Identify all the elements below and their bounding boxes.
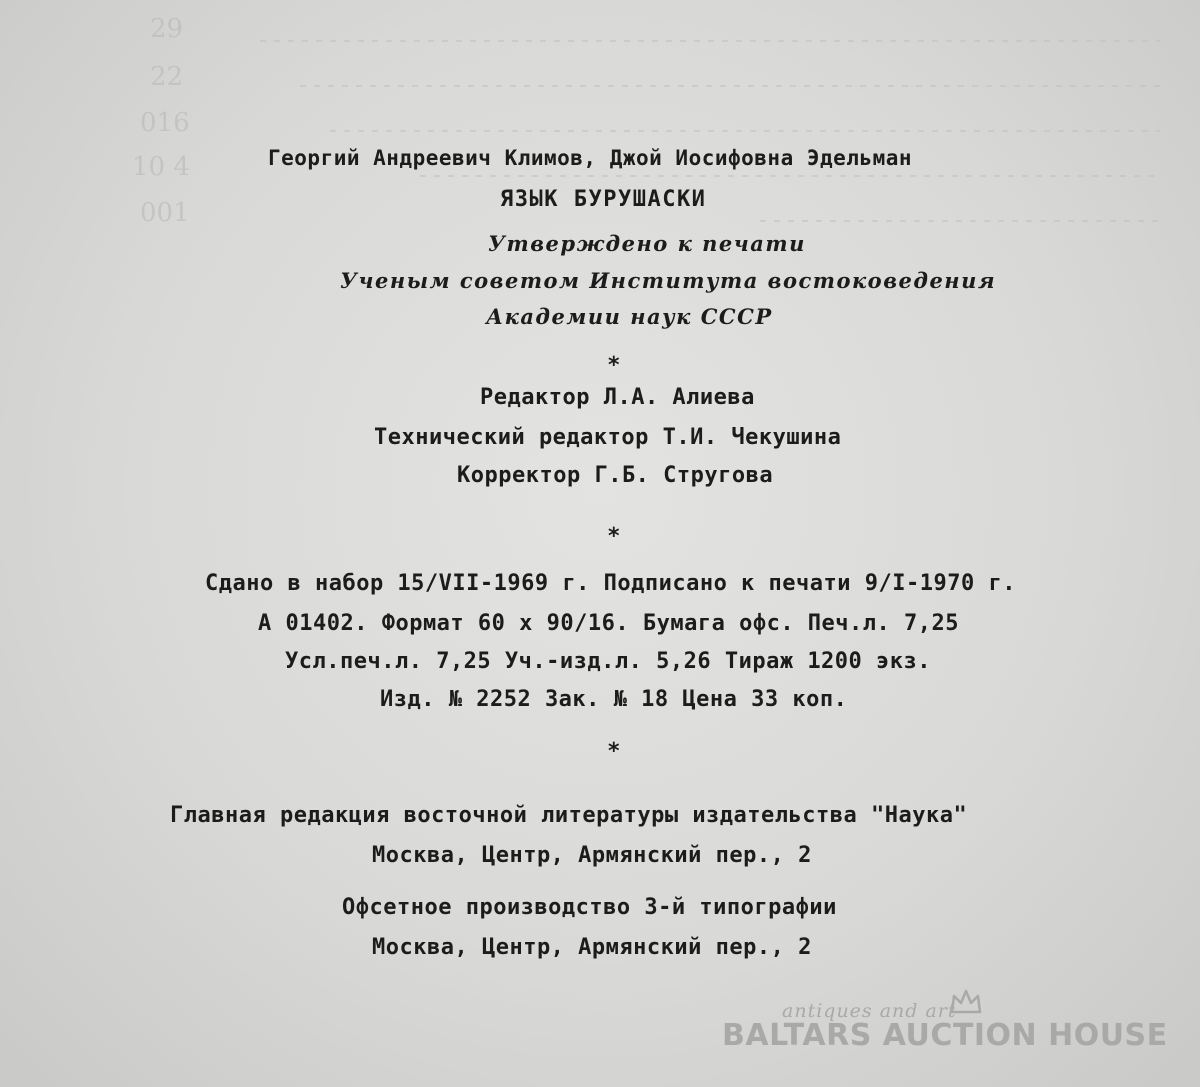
ghost-line — [760, 220, 1160, 222]
printer-address: Москва, Центр, Армянский пер., 2 — [372, 935, 812, 960]
separator-star: * — [608, 739, 620, 764]
separator-star: * — [608, 353, 620, 378]
ghost-text: 22 — [150, 62, 184, 92]
ghost-text: 016 — [140, 108, 190, 138]
approval-line: Академии наук СССР — [486, 304, 773, 329]
printer-line: Офсетное производство 3-й типографии — [342, 895, 837, 920]
watermark — [722, 1000, 1168, 1060]
approval-line: Ученым советом Института востоковедения — [340, 268, 997, 293]
watermark-brand: BALTARS AUCTION HOUSE — [722, 1018, 1168, 1053]
editor: Редактор Л.А. Алиева — [480, 385, 755, 410]
ghost-line — [260, 40, 1160, 42]
printing-line: Усл.печ.л. 7,25 Уч.-изд.л. 5,26 Тираж 1200 экз. — [285, 649, 932, 674]
ghost-line — [300, 85, 1160, 87]
ghost-text: 29 — [150, 14, 184, 44]
technical-editor: Технический редактор Т.И. Чекушина — [374, 425, 842, 450]
ghost-line — [420, 175, 1160, 177]
ghost-text: 001 — [140, 198, 190, 228]
publisher-address: Москва, Центр, Армянский пер., 2 — [372, 843, 812, 868]
watermark-tagline: antiques and art — [782, 1000, 957, 1022]
proofreader: Корректор Г.Б. Стругова — [457, 463, 774, 488]
ghost-line — [330, 130, 1160, 132]
ghost-text: 10 4 — [132, 152, 190, 182]
printing-line: А 01402. Формат 60 x 90/16. Бумага офс. Печ.л. 7,25 — [258, 611, 960, 636]
authors: Георгий Андреевич Климов, Джой Иосифовна Эдельман — [268, 146, 913, 170]
printing-line: Сдано в набор 15/VII-1969 г. Подписано к печати 9/I-1970 г. — [205, 571, 1016, 596]
approval-line: Утверждено к печати — [488, 231, 806, 256]
book-title: ЯЗЫК БУРУШАСКИ — [500, 187, 707, 212]
publisher-line: Главная редакция восточной литературы издательства "Наука" — [170, 803, 968, 828]
crown-icon — [950, 988, 982, 1016]
printing-line: Изд. № 2252 Зак. № 18 Цена 33 коп. — [380, 687, 848, 712]
separator-star: * — [608, 524, 620, 549]
